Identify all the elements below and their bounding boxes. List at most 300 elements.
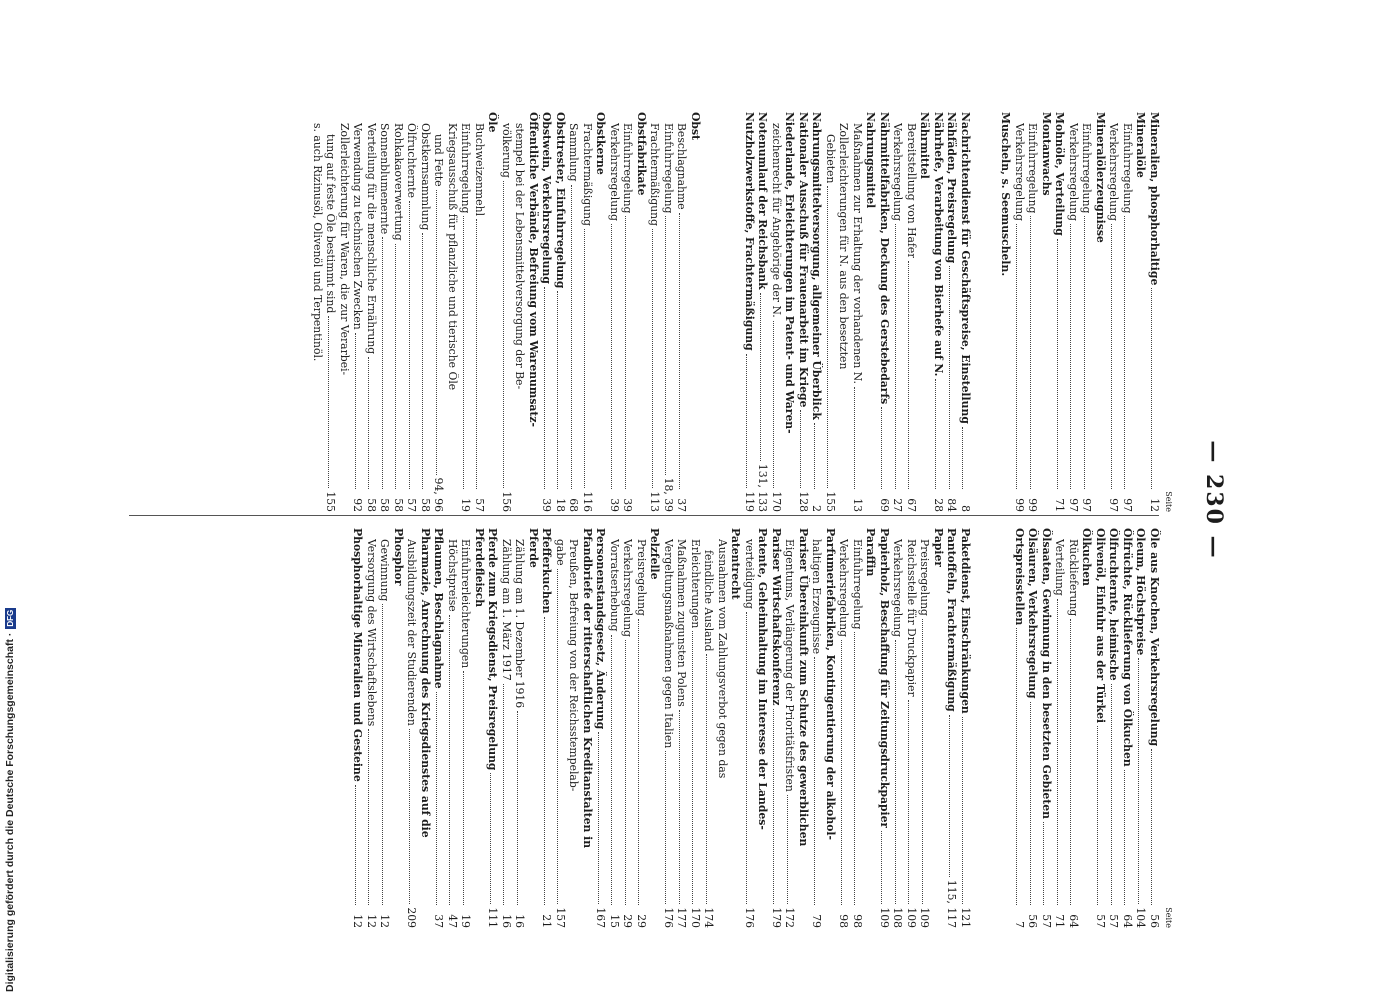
- index-entry: [797, 528, 811, 928]
- index-entry: [405, 112, 419, 512]
- entry-label: Nahrungsmittelversorgung, allgemeiner Überblick: [810, 112, 824, 420]
- entry-page: 47: [446, 914, 459, 928]
- entry-label: Reichsstelle für Druckpapier: [905, 539, 918, 697]
- index-entry: [662, 528, 676, 928]
- index-entry: [1094, 112, 1108, 512]
- index-entry: [675, 528, 689, 928]
- dot-leader: [436, 190, 437, 475]
- entry-label: haltigen Erzeugnisse: [810, 539, 824, 655]
- entry-page: 156: [500, 491, 513, 512]
- dot-leader: [855, 632, 856, 905]
- dot-leader: [882, 831, 883, 904]
- entry-label: Preisregelung: [918, 539, 932, 616]
- column-header-seite: Seite: [1164, 491, 1173, 512]
- index-entry: [594, 528, 608, 928]
- dot-leader: [949, 266, 950, 489]
- entry-page: 39: [540, 498, 554, 512]
- index-entry: [810, 528, 824, 928]
- entry-label: Maßnahmen zur Erhaltung der vorhandenen N.: [851, 123, 864, 384]
- entry-label: Phosphorhaltige Mineralien und Gesteine: [351, 528, 365, 782]
- entry-page: 79: [810, 914, 824, 928]
- entry-label: Einfuhrregelung: [851, 539, 864, 630]
- index-entry: [365, 528, 379, 928]
- index-entry: [878, 112, 892, 512]
- entry-page: 19: [459, 498, 473, 512]
- index-entry: [918, 112, 932, 512]
- entry-page: 8: [959, 505, 972, 512]
- dot-leader: [1057, 239, 1058, 489]
- entry-page: 176: [662, 907, 675, 928]
- entry-page: 121: [959, 907, 972, 928]
- dot-leader: [828, 186, 829, 488]
- dot-leader: [423, 233, 424, 489]
- dot-leader: [1017, 224, 1018, 489]
- entry-label: Gewinnung: [378, 539, 392, 602]
- entry-page: 12: [365, 914, 378, 928]
- dot-leader: [760, 293, 761, 461]
- index-entry: [783, 112, 797, 512]
- dot-leader: [936, 379, 937, 489]
- index-entry: [783, 528, 797, 928]
- index-entry: [432, 528, 446, 928]
- entry-label: Verteilung für die menschliche Ernährung: [365, 123, 378, 355]
- entry-label: Eigentums, Verlängerung der Prioritätsfristen: [783, 539, 797, 792]
- entry-page: 170: [689, 907, 702, 928]
- page-number: — 230 —: [1201, 440, 1227, 560]
- dot-leader: [1030, 702, 1031, 905]
- index-entry: [702, 528, 716, 928]
- entry-label: Verwendung zu technischen Zwecken: [351, 123, 365, 330]
- dot-leader: [1030, 216, 1031, 489]
- entry-label: Ölsäuren, Verkehrsregelung: [1026, 528, 1040, 699]
- entry-page: 109: [918, 907, 932, 928]
- index-entry: [1107, 528, 1121, 928]
- entry-page: 15: [608, 914, 621, 928]
- entry-page: 57: [1040, 914, 1053, 928]
- entry-label: Ortspreisstellen: [1013, 528, 1026, 626]
- entry-label: Frachtermäßigung: [648, 123, 662, 227]
- entry-label: Mineralien, phosphorhaltige: [1148, 112, 1161, 286]
- dot-leader: [922, 619, 923, 904]
- index-entry: [1080, 528, 1094, 928]
- index-entry: [932, 528, 946, 928]
- entry-label: Kriegsausschuß für pflanzliche und tierische Öle: [446, 123, 459, 391]
- entry-label: Phosphor: [392, 528, 405, 586]
- entry-label: und Fette: [432, 134, 446, 187]
- entry-page: 104: [1134, 907, 1148, 928]
- entry-page: 29: [635, 914, 648, 928]
- entry-page: 27: [891, 498, 905, 512]
- dot-leader: [625, 216, 626, 489]
- index-entry: [999, 112, 1013, 512]
- dot-leader: [598, 732, 599, 904]
- index-entry: [621, 528, 635, 928]
- index-entry: [513, 112, 527, 512]
- entry-label: Nachrichtendienst für Geschäftspreise, Einstellung: [959, 112, 972, 424]
- entry-page: 97: [1121, 498, 1134, 512]
- entry-label: Pflaumen, Beschlagnahme: [432, 528, 446, 689]
- index-entry: [770, 528, 784, 928]
- index-entry: [540, 112, 554, 512]
- entry-page: 155: [824, 491, 837, 512]
- entry-label: Zollerleichterung für Waren, die zur Verarbei-: [338, 123, 351, 376]
- entry-page: 67: [905, 498, 918, 512]
- entry-label: Ölfruchternte, heimische: [1107, 528, 1121, 681]
- entry-label: Obsttrester, Einfuhrregelung: [554, 112, 567, 289]
- dot-leader: [1138, 658, 1139, 904]
- entry-label: Pantoffeln, Frachtermäßigung: [945, 528, 959, 712]
- dot-leader: [949, 715, 950, 877]
- index-entry: [1094, 528, 1108, 928]
- entry-page: 58: [392, 498, 405, 512]
- index-entry: [378, 528, 392, 928]
- entry-page: 115, 117: [945, 879, 959, 928]
- index-entry: [932, 112, 946, 512]
- entry-label: Obstfabrikate: [635, 112, 648, 196]
- entry-label: Patente, Geheimhaltung im Interesse der Landes-: [756, 528, 770, 830]
- index-entry: [324, 112, 338, 512]
- index-entry: [891, 112, 905, 512]
- entry-label: Sammlung: [567, 123, 581, 182]
- spacer: [999, 528, 1013, 928]
- dot-leader: [477, 219, 478, 489]
- entry-page: 108: [891, 907, 905, 928]
- entry-label: Vorratserhebung: [608, 539, 621, 632]
- entry-label: Ölfrüchte, Rücklieferung von Ölkuchen: [1121, 528, 1134, 767]
- spacer: [986, 528, 1000, 928]
- dot-leader: [382, 237, 383, 489]
- index-entry: [446, 528, 460, 928]
- entry-page: 131, 133: [756, 463, 770, 512]
- entry-label: stempel bei der Lebensmittelversorgung der Be-: [513, 123, 527, 390]
- entry-page: 177: [675, 907, 689, 928]
- entry-label: Mineralöle: [1134, 112, 1148, 178]
- dot-leader: [666, 216, 667, 474]
- index-entry: [486, 112, 500, 512]
- index-entry: [581, 112, 595, 512]
- index-entry: [1067, 528, 1081, 928]
- dot-leader: [909, 700, 910, 905]
- spacer: [972, 112, 986, 512]
- index-entry: [851, 112, 865, 512]
- index-entry: [675, 112, 689, 512]
- entry-label: Pfefferkuchen: [540, 528, 554, 614]
- entry-label: Ausnahmen vom Zahlungsverbot gegen das: [716, 539, 729, 779]
- entry-page: 167: [594, 907, 608, 928]
- index-entry: [1134, 112, 1148, 512]
- column-divider: [129, 515, 1159, 516]
- dot-leader: [625, 640, 626, 905]
- dot-leader: [369, 357, 370, 489]
- entry-label: Einfuhrregelung: [1121, 123, 1134, 214]
- entry-label: Niederlande, Erleichterungen im Patent- und Waren-: [783, 112, 797, 434]
- index-entry: [635, 528, 649, 928]
- dot-leader: [1152, 749, 1153, 905]
- index-entry: [1053, 112, 1067, 512]
- index-entry: [594, 112, 608, 512]
- entry-label: Nahrungsmittel: [864, 112, 878, 209]
- entry-label: Mineralölerzeugnisse: [1094, 112, 1107, 243]
- entry-label: Pfandbriefe der ritterschaftlichen Kreditanstalten in: [581, 528, 594, 849]
- dot-leader: [895, 640, 896, 904]
- entry-page: 128: [797, 491, 810, 512]
- entry-page: 71: [1053, 914, 1067, 928]
- entry-label: Einfuhrerleichterungen: [459, 539, 473, 669]
- entry-label: Papier: [932, 528, 945, 568]
- index-entry: [743, 528, 757, 928]
- entry-label: tung auf feste Öle bestimmt sind: [324, 134, 338, 314]
- entry-page: 57: [1094, 914, 1107, 928]
- index-entry: [864, 528, 878, 928]
- entry-label: Obst: [689, 112, 702, 141]
- entry-label: Preisregelung: [635, 539, 648, 616]
- entry-label: Verkehrsregelung: [837, 539, 851, 638]
- dot-leader: [558, 569, 559, 905]
- entry-label: Verkehrsregelung: [608, 123, 621, 222]
- spacer: [972, 528, 986, 928]
- dot-leader: [666, 751, 667, 904]
- footer-text: Digitalisierung gefördert durch die Deutsche Forschungsgemeinschaft ·: [4, 632, 16, 992]
- spacer: [986, 112, 1000, 512]
- dot-leader: [909, 261, 910, 489]
- entry-page: 16: [500, 914, 513, 928]
- entry-page: 116: [581, 491, 594, 512]
- entry-label: Vergeltungsmaßnahmen gegen Italien: [662, 539, 675, 749]
- entry-page: 37: [432, 914, 446, 928]
- entry-label: Versorgung des Wirtschaftslebens: [365, 539, 378, 727]
- dot-leader: [801, 410, 802, 488]
- entry-page: 97: [1107, 498, 1121, 512]
- index-entry: [1107, 112, 1121, 512]
- entry-label: Rücklieferung: [1067, 539, 1080, 617]
- index-entry: [756, 528, 770, 928]
- dot-leader: [382, 604, 383, 905]
- entry-label: Bereitstellung von Hafer: [905, 123, 918, 259]
- entry-page: 57: [405, 498, 419, 512]
- entry-page: 19: [459, 914, 473, 928]
- entry-label: Nährhefe, Verarbeitung von Bierhefe auf N.: [932, 112, 945, 377]
- entry-page: 170: [770, 491, 783, 512]
- index-entry: [405, 528, 419, 928]
- index-entry: [945, 112, 959, 512]
- index-entry: [567, 528, 581, 928]
- entry-label: Pelzfelle: [648, 528, 662, 580]
- index-entry: [648, 528, 662, 928]
- index-entry: [365, 112, 379, 512]
- entry-page: 13: [851, 498, 864, 512]
- index-entry: [1080, 112, 1094, 512]
- index-entry: [824, 112, 838, 512]
- entry-label: Muscheln, s. Seemuscheln.: [999, 112, 1013, 277]
- dot-leader: [774, 321, 775, 489]
- dot-leader: [774, 709, 775, 905]
- index-entry: [1026, 528, 1040, 928]
- dot-leader: [652, 229, 653, 488]
- index-entry: [338, 112, 352, 512]
- dot-leader: [841, 640, 842, 905]
- entry-label: Pferde: [527, 528, 540, 568]
- entry-label: Einfuhrregelung: [1080, 123, 1094, 214]
- entry-page: 58: [365, 498, 378, 512]
- entry-page: 57: [473, 498, 486, 512]
- index-entry: [473, 112, 487, 512]
- index-entry: [459, 528, 473, 928]
- dot-leader: [747, 612, 748, 904]
- entry-label: Verkehrsregelung: [891, 539, 905, 638]
- entry-page: 64: [1067, 914, 1080, 928]
- entry-label: Oleum, Höchstpreise: [1134, 528, 1148, 656]
- dot-leader: [963, 427, 964, 489]
- entry-page: 16: [513, 914, 527, 928]
- entry-page: 12: [1148, 498, 1161, 512]
- entry-label: Nutzholzwerkstoffe, Frachtermäßigung: [743, 112, 756, 351]
- index-entry: [554, 528, 568, 928]
- entry-label: Zählung am 1. Dezember 1916: [513, 539, 527, 709]
- dot-leader: [585, 229, 586, 488]
- entry-label: Preußen, Befreiung von der Reichsstempelab-: [567, 539, 581, 792]
- dot-leader: [490, 773, 491, 904]
- dot-leader: [369, 729, 370, 905]
- dot-leader: [504, 684, 505, 905]
- entry-label: Verkehrsregelung: [1067, 123, 1080, 222]
- index-entry: [1121, 528, 1135, 928]
- index-entry: [527, 528, 541, 928]
- index-entry: [1134, 528, 1148, 928]
- index-entry: [392, 112, 406, 512]
- dot-leader: [612, 224, 613, 489]
- entry-page: 12: [378, 914, 392, 928]
- entry-label: Maßnahmen zugunsten Polens: [675, 539, 689, 707]
- entry-page: 174: [702, 907, 716, 928]
- dot-leader: [544, 617, 545, 905]
- entry-label: Pferde zum Kriegsdienst, Preisregelung: [486, 528, 500, 771]
- entry-page: 21: [540, 914, 554, 928]
- entry-page: 39: [608, 498, 621, 512]
- index-entry: [1148, 528, 1162, 928]
- index-entry: [1013, 112, 1027, 512]
- entry-label: s. auch Rizinusöl, Olivenöl und Terpentinöl.: [311, 123, 324, 362]
- entry-label: Patentrecht: [729, 528, 743, 600]
- index-entry: [810, 112, 824, 512]
- index-entry: [581, 528, 595, 928]
- index-entry: [756, 112, 770, 512]
- entry-list-right: [351, 528, 1161, 928]
- entry-label: Paketdienst, Einschränkungen: [959, 528, 972, 714]
- dot-leader: [1017, 628, 1018, 905]
- entry-page: 113: [648, 491, 662, 512]
- index-entry: [1040, 528, 1054, 928]
- dot-leader: [814, 657, 815, 905]
- spacer: [702, 112, 716, 512]
- index-entry: [837, 528, 851, 928]
- entry-label: Obstwein, Verkehrsregelung: [540, 112, 554, 284]
- entry-label: Notenumlauf der Reichsbank: [756, 112, 770, 290]
- dot-leader: [571, 185, 572, 489]
- entry-label: Einfuhrregelung: [621, 123, 635, 214]
- dot-leader: [463, 671, 464, 905]
- index-entry: [351, 112, 365, 512]
- entry-page: 98: [851, 914, 864, 928]
- entry-page: 98: [837, 914, 851, 928]
- dot-leader: [679, 710, 680, 905]
- index-entry: [797, 112, 811, 512]
- index-entry: [824, 528, 838, 928]
- entry-label: Frachtermäßigung: [581, 123, 594, 227]
- index-entry: [1148, 112, 1162, 512]
- dot-leader: [787, 795, 788, 905]
- index-entry: [878, 528, 892, 928]
- entry-page: 109: [905, 907, 918, 928]
- dot-leader: [517, 711, 518, 905]
- index-entry: [1040, 112, 1054, 512]
- index-entry: [918, 528, 932, 928]
- entry-label: Pariser Wirtschaftskonferenz: [770, 528, 783, 706]
- entry-label: Einfuhrregelung: [1026, 123, 1040, 214]
- dot-leader: [1084, 216, 1085, 489]
- dot-leader: [1071, 619, 1072, 905]
- index-column-left: [311, 112, 1174, 512]
- dot-leader: [1111, 684, 1112, 905]
- index-entry: [554, 112, 568, 512]
- entry-label: zeichenrecht für Angehörige der N.: [770, 123, 783, 318]
- entry-page: 209: [405, 907, 419, 928]
- dot-leader: [463, 216, 464, 489]
- dot-leader: [1125, 770, 1126, 905]
- entry-page: 172: [783, 907, 797, 928]
- entry-label: verteidigung: [743, 539, 756, 609]
- index-entry: [378, 112, 392, 512]
- entry-page: 7: [1013, 921, 1026, 928]
- entry-label: Verkehrsregelung: [1013, 123, 1026, 222]
- entry-label: Öffentliche Verbände, Befreiung vom Warenumsatz-: [527, 112, 540, 428]
- dot-leader: [409, 729, 410, 905]
- entry-label: Sonnenblumenernte: [378, 123, 392, 235]
- index-entry: [729, 528, 743, 928]
- dot-leader: [1044, 822, 1045, 905]
- entry-page: 56: [1026, 914, 1040, 928]
- entry-page: 179: [770, 907, 783, 928]
- dot-leader: [963, 717, 964, 905]
- entry-page: 69: [878, 498, 891, 512]
- entry-page: 97: [1067, 498, 1080, 512]
- entry-label: Ölsaaten, Gewinnung in den besetzten Gebieten: [1040, 528, 1053, 819]
- entry-label: Nähfäden, Preisregelung: [945, 112, 959, 264]
- entry-page: 99: [1013, 498, 1026, 512]
- entry-page: 39: [621, 498, 635, 512]
- index-entry: [540, 528, 554, 928]
- dot-leader: [1071, 224, 1072, 489]
- entry-page: 58: [419, 498, 432, 512]
- entry-page: 28: [932, 498, 945, 512]
- digitization-footer: [4, 600, 18, 1000]
- dot-leader: [544, 287, 545, 489]
- dot-leader: [409, 201, 410, 489]
- entry-list-left: [311, 112, 1162, 512]
- index-entry: [891, 528, 905, 928]
- dot-leader: [504, 181, 505, 488]
- dot-leader: [693, 631, 694, 904]
- entry-page: 71: [1053, 498, 1067, 512]
- entry-label: Mohnöle, Verteilung: [1053, 112, 1067, 236]
- entry-page: 97: [1080, 498, 1094, 512]
- dot-leader: [639, 619, 640, 905]
- entry-page: 12: [351, 914, 365, 928]
- index-entry: [945, 528, 959, 928]
- index-entry: [1121, 112, 1135, 512]
- entry-label: Ausbildungszeit der Studierenden: [405, 539, 419, 726]
- index-entry: [311, 112, 325, 512]
- dot-leader: [355, 333, 356, 489]
